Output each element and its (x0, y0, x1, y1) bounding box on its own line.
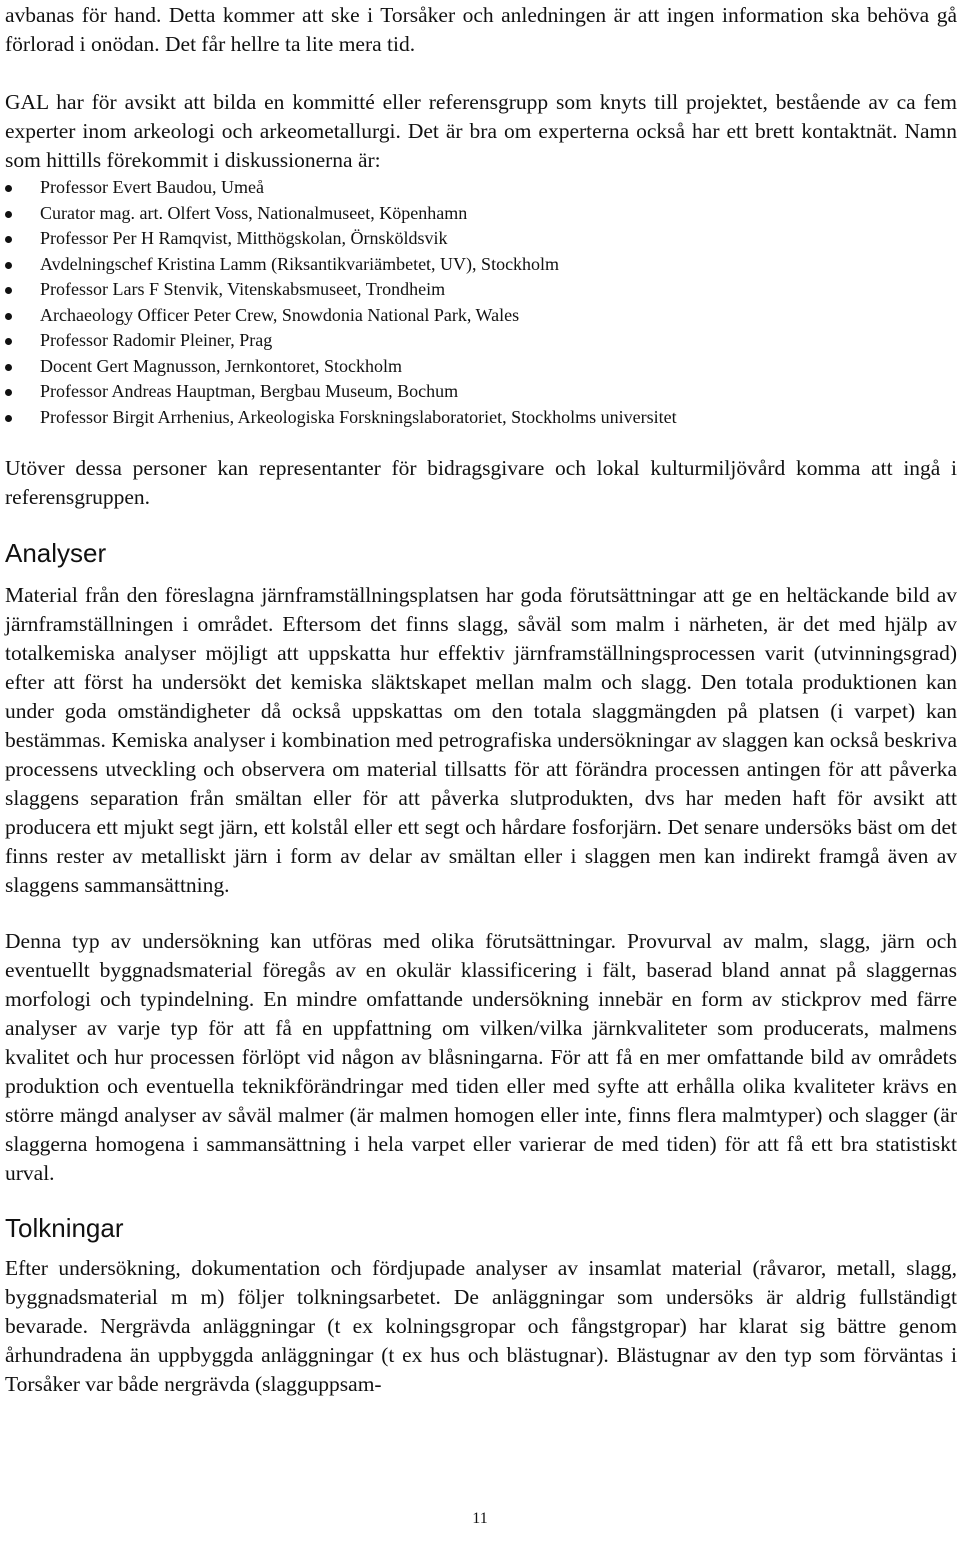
list-item: Professor Evert Baudou, Umeå (5, 175, 957, 201)
document-page (5, 0, 957, 1399)
analyser-paragraph-2: Denna typ av undersökning kan utföras med olika förutsättningar. Provurval av malm, slagg, järn och eventuellt byggnadsmaterial föregås av en okulär klassificering i fält, baserad bland annat på slaggernas morfologi och typindelning. En mindre omfattande undersökning innebär en form av stickprov med färre analyser av varje typ för att få en uppfattning om vilken/vilka järnkvaliteter som producerats, malmens kvalitet och hur processen förlöpt vid någon av blåsningarna. För att få en mer omfattande bild av områdets produktion och eventuella teknikförändringar med tiden eller med syfte att erhålla olika kvaliteter krävs en större mängd analyser av såväl malmer (är malmen homogen eller inte, finns flera malmtyper) och slagger (är slaggerna homogena i sammansättning i hela varpet eller varierar de med tiden) för att få ett bra statistiskt urval. (5, 929, 957, 1185)
list-item: Curator mag. art. Olfert Voss, Nationalmuseet, Köpenhamn (5, 201, 957, 227)
list-item: Professor Lars F Stenvik, Vitenskabsmuseet, Trondheim (5, 277, 957, 303)
after-list-paragraph: Utöver dessa personer kan representanter för bidragsgivare och lokal kulturmiljövård komma att ingå i referensgruppen. (5, 456, 957, 509)
section-heading-tolkningar: Tolkningar (5, 1213, 124, 1243)
analyser-paragraph-1: Material från den föreslagna järnframställningsplatsen har goda förutsättningar att ge en heltäckande bild av järnframställningen i området. Eftersom det finns slagg, såväl som malm i närheten, är det med hjälp av totalkemiska analyser möjligt att uppskatta hur effektiv järnframställningsprocessen varit (utvinningsgrad) efter att först ha undersökt det kemiska släktskapet mellan malm och slagg. Den totala produktionen kan under goda omständigheter då också uppskattas om den totala slaggmängden på platsen (i varpet) kan bestämmas. Kemiska analyser i kombination med petrografiska undersökningar av slaggen kan också beskriva processens utveckling och observera om material tillsatts för att förändra processen antingen för att påverka slaggens separation från smältan eller för att påverka slutprodukten, dvs har meden haft för avsikt att producera ett mjukt segt järn, ett kolstål eller ett segt och hårdare fosforjärn. Det senare undersöks bäst om det finns rester av metalliskt järn i form av delar av smältan eller i slaggen men kan indirekt framgå även av slaggens sammansättning. (5, 583, 957, 897)
reference-group-list (5, 175, 957, 430)
intro-paragraph-2: GAL har för avsikt att bilda en kommitté eller referensgrupp som knyts till projektet, bestående av ca fem experter inom arkeologi och arkeometallurgi. Det är bra om experterna också har ett brett kontaktnät. Namn som hittills förekommit i diskussionerna är: (5, 90, 957, 172)
page-number: 11 (472, 1510, 488, 1527)
list-item: Docent Gert Magnusson, Jernkontoret, Stockholm (5, 354, 957, 380)
list-item: Professor Per H Ramqvist, Mitthögskolan, Örnsköldsvik (5, 226, 957, 252)
list-item: Avdelningschef Kristina Lamm (Riksantikvariämbetet, UV), Stockholm (5, 252, 957, 278)
list-item: Professor Andreas Hauptman, Bergbau Museum, Bochum (5, 379, 957, 405)
tolkningar-paragraph-1: Efter undersökning, dokumentation och fördjupade analyser av insamlat material (råvaror, metall, slagg, byggnadsmaterial m m) följer tolkningsarbetet. De anläggningar som undersöks är aldrig fullständigt bevarade. Nergrävda anläggningar (t ex kolningsgropar och fångstgropar) har klarat sig bättre genom århundradena än uppbyggda anläggningar (t ex hus och blästugnar). Blästugnar av den typ som förväntas i Torsåker var både nergrävda (slagguppsam- (5, 1256, 957, 1396)
intro-paragraph-1: avbanas för hand. Detta kommer att ske i Torsåker och anledningen är att ingen information ska behöva gå förlorad i onödan. Det får hellre ta lite mera tid. (5, 3, 957, 56)
section-heading-analyser: Analyser (5, 538, 107, 568)
list-item: Archaeology Officer Peter Crew, Snowdonia National Park, Wales (5, 303, 957, 329)
list-item: Professor Birgit Arrhenius, Arkeologiska Forskningslaboratoriet, Stockholms universitet (5, 405, 957, 431)
list-item: Professor Radomir Pleiner, Prag (5, 328, 957, 354)
